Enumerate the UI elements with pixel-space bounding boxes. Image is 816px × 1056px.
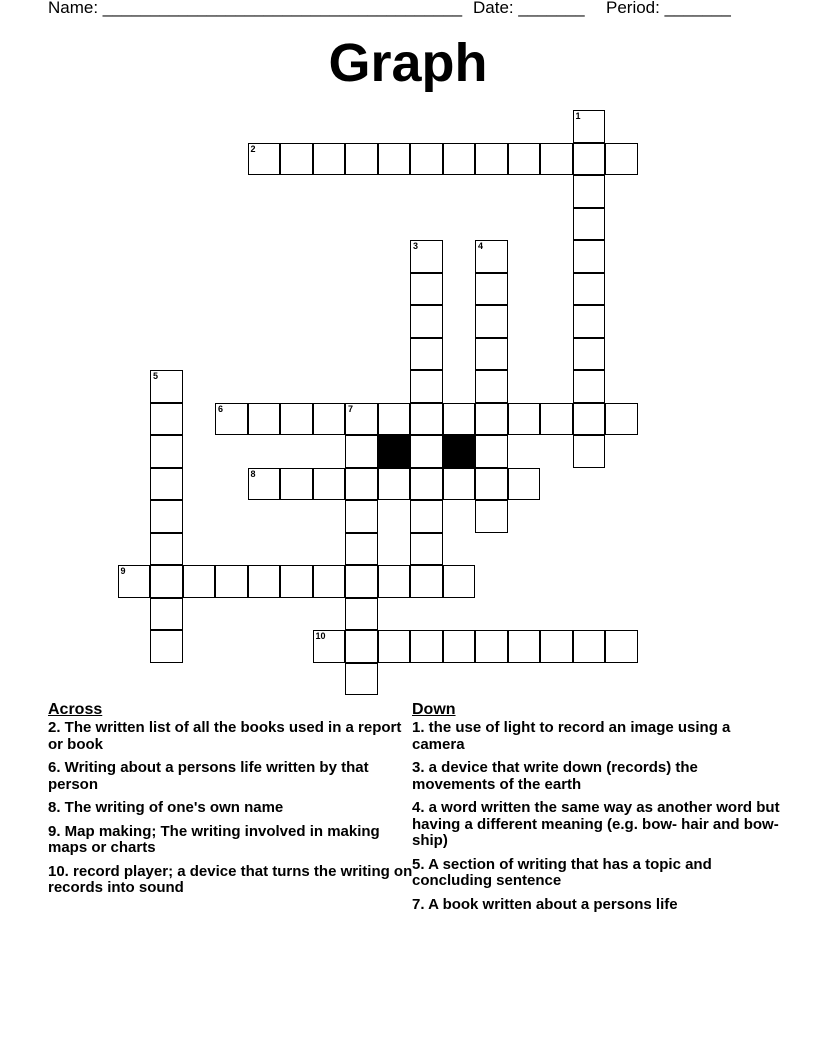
grid-cell[interactable]	[605, 143, 638, 176]
grid-cell[interactable]	[508, 403, 541, 436]
grid-cell[interactable]	[475, 305, 508, 338]
grid-cell[interactable]	[605, 630, 638, 663]
grid-cell[interactable]	[573, 208, 606, 241]
grid-cell[interactable]	[605, 403, 638, 436]
grid-cell[interactable]	[508, 143, 541, 176]
grid-cell[interactable]	[508, 630, 541, 663]
grid-cell[interactable]	[150, 500, 183, 533]
clue-number: 10	[315, 631, 326, 641]
grid-cell[interactable]	[313, 468, 346, 501]
clue-number: 9	[120, 566, 126, 576]
clue-number: 5	[153, 371, 159, 381]
grid-cell[interactable]	[183, 565, 216, 598]
grid-cell[interactable]	[248, 565, 281, 598]
down-clues	[412, 700, 782, 920]
period-field: Period: _______	[606, 0, 731, 17]
across-clue: 8. The writing of one's own name	[48, 799, 284, 816]
grid-cell[interactable]	[410, 435, 443, 468]
grid-cell[interactable]	[410, 305, 443, 338]
grid-cell[interactable]	[378, 630, 411, 663]
grid-cell[interactable]	[475, 273, 508, 306]
grid-cell[interactable]	[443, 565, 476, 598]
grid-cell[interactable]	[248, 403, 281, 436]
across-clue: 2. The written list of all the books used in a report or book	[48, 719, 402, 753]
clue-number: 6	[218, 403, 224, 414]
blocked-cell	[443, 435, 476, 468]
grid-cell[interactable]	[313, 403, 346, 436]
grid-cell[interactable]	[443, 403, 476, 436]
across-clue: 10. record player; a device that turns the writing on records into sound	[48, 862, 413, 896]
down-clue: 4. a word written the same way as another word but having a different meaning (e.g. bow- hair and bow-ship)	[412, 799, 780, 849]
grid-cell[interactable]	[475, 403, 508, 436]
down-heading: Down	[412, 701, 456, 718]
blocked-cell	[378, 435, 411, 468]
down-clue: 7. A book written about a persons life	[412, 895, 678, 913]
grid-cell[interactable]	[378, 565, 411, 598]
grid-cell[interactable]	[150, 598, 183, 631]
grid-cell[interactable]	[508, 468, 541, 501]
across-clue: 9. Map making; The writing involved in making maps or charts	[48, 822, 380, 856]
grid-cell[interactable]	[410, 403, 443, 436]
grid-cell[interactable]	[410, 370, 443, 403]
across-heading: Across	[48, 701, 103, 718]
grid-cell[interactable]	[280, 403, 313, 436]
grid-cell[interactable]	[443, 468, 476, 501]
grid-cell[interactable]	[573, 273, 606, 306]
grid-cell[interactable]	[475, 500, 508, 533]
clue-number: 2	[250, 143, 256, 154]
page-title: Graph	[328, 33, 488, 93]
grid-cell[interactable]	[410, 500, 443, 533]
across-clues	[48, 700, 418, 904]
grid-cell[interactable]	[345, 663, 378, 696]
grid-cell[interactable]	[345, 565, 378, 598]
grid-cell[interactable]	[215, 565, 248, 598]
grid-cell[interactable]	[443, 630, 476, 663]
grid-cell[interactable]	[573, 338, 606, 371]
down-clue: 5. A section of writing that has a topic and concluding sentence	[412, 855, 712, 889]
grid-cell[interactable]	[150, 468, 183, 501]
clue-number: 3	[413, 241, 419, 251]
grid-cell[interactable]	[410, 143, 443, 176]
grid-cell[interactable]	[150, 630, 183, 663]
grid-cell[interactable]	[378, 143, 411, 176]
grid-cell[interactable]	[443, 143, 476, 176]
clue-number: 8	[250, 468, 256, 479]
grid-cell[interactable]	[573, 403, 606, 436]
name-field: Name: ______________________________________	[48, 0, 463, 17]
clue-number: 1	[575, 111, 581, 121]
grid-cell[interactable]	[475, 435, 508, 468]
grid-cell[interactable]	[345, 630, 378, 663]
grid-cell[interactable]	[475, 630, 508, 663]
grid-cell[interactable]	[150, 403, 183, 436]
grid-cell[interactable]	[475, 143, 508, 176]
grid-cell[interactable]	[475, 370, 508, 403]
grid-cell[interactable]	[573, 240, 606, 273]
grid-cell[interactable]	[345, 598, 378, 631]
grid-cell[interactable]	[540, 143, 573, 176]
grid-cell[interactable]	[475, 468, 508, 501]
grid-cell[interactable]	[410, 338, 443, 371]
grid-cell[interactable]	[345, 143, 378, 176]
grid-cell[interactable]	[475, 338, 508, 371]
grid-cell[interactable]	[573, 143, 606, 176]
grid-cell[interactable]	[573, 305, 606, 338]
grid-cell[interactable]	[150, 533, 183, 566]
down-clue: 3. a device that write down (records) the movements of the earth	[412, 759, 698, 793]
grid-cell[interactable]	[410, 565, 443, 598]
grid-cell[interactable]	[345, 533, 378, 566]
grid-cell[interactable]	[573, 630, 606, 663]
grid-cell[interactable]	[410, 533, 443, 566]
grid-cell[interactable]	[280, 143, 313, 176]
grid-cell[interactable]	[345, 435, 378, 468]
grid-cell[interactable]	[280, 565, 313, 598]
grid-cell[interactable]	[280, 468, 313, 501]
grid-cell[interactable]	[313, 143, 346, 176]
grid-cell[interactable]	[345, 468, 378, 501]
grid-cell[interactable]	[150, 565, 183, 598]
grid-cell[interactable]	[573, 175, 606, 208]
grid-cell[interactable]	[410, 630, 443, 663]
grid-cell[interactable]	[313, 565, 346, 598]
clue-number: 7	[348, 403, 354, 414]
grid-cell[interactable]	[345, 500, 378, 533]
grid-cell[interactable]	[378, 468, 411, 501]
grid-cell[interactable]	[573, 435, 606, 468]
down-clue: 1. the use of light to record an image using a camera	[412, 719, 731, 753]
grid-cell[interactable]	[150, 435, 183, 468]
across-clue: 6. Writing about a persons life written by that person	[48, 759, 369, 793]
grid-cell[interactable]	[540, 403, 573, 436]
grid-cell[interactable]	[378, 403, 411, 436]
grid-cell[interactable]	[410, 468, 443, 501]
date-field: Date: _______	[473, 0, 585, 17]
grid-cell[interactable]	[540, 630, 573, 663]
grid-cell[interactable]	[573, 370, 606, 403]
clue-number: 4	[478, 241, 484, 251]
grid-cell[interactable]	[410, 273, 443, 306]
